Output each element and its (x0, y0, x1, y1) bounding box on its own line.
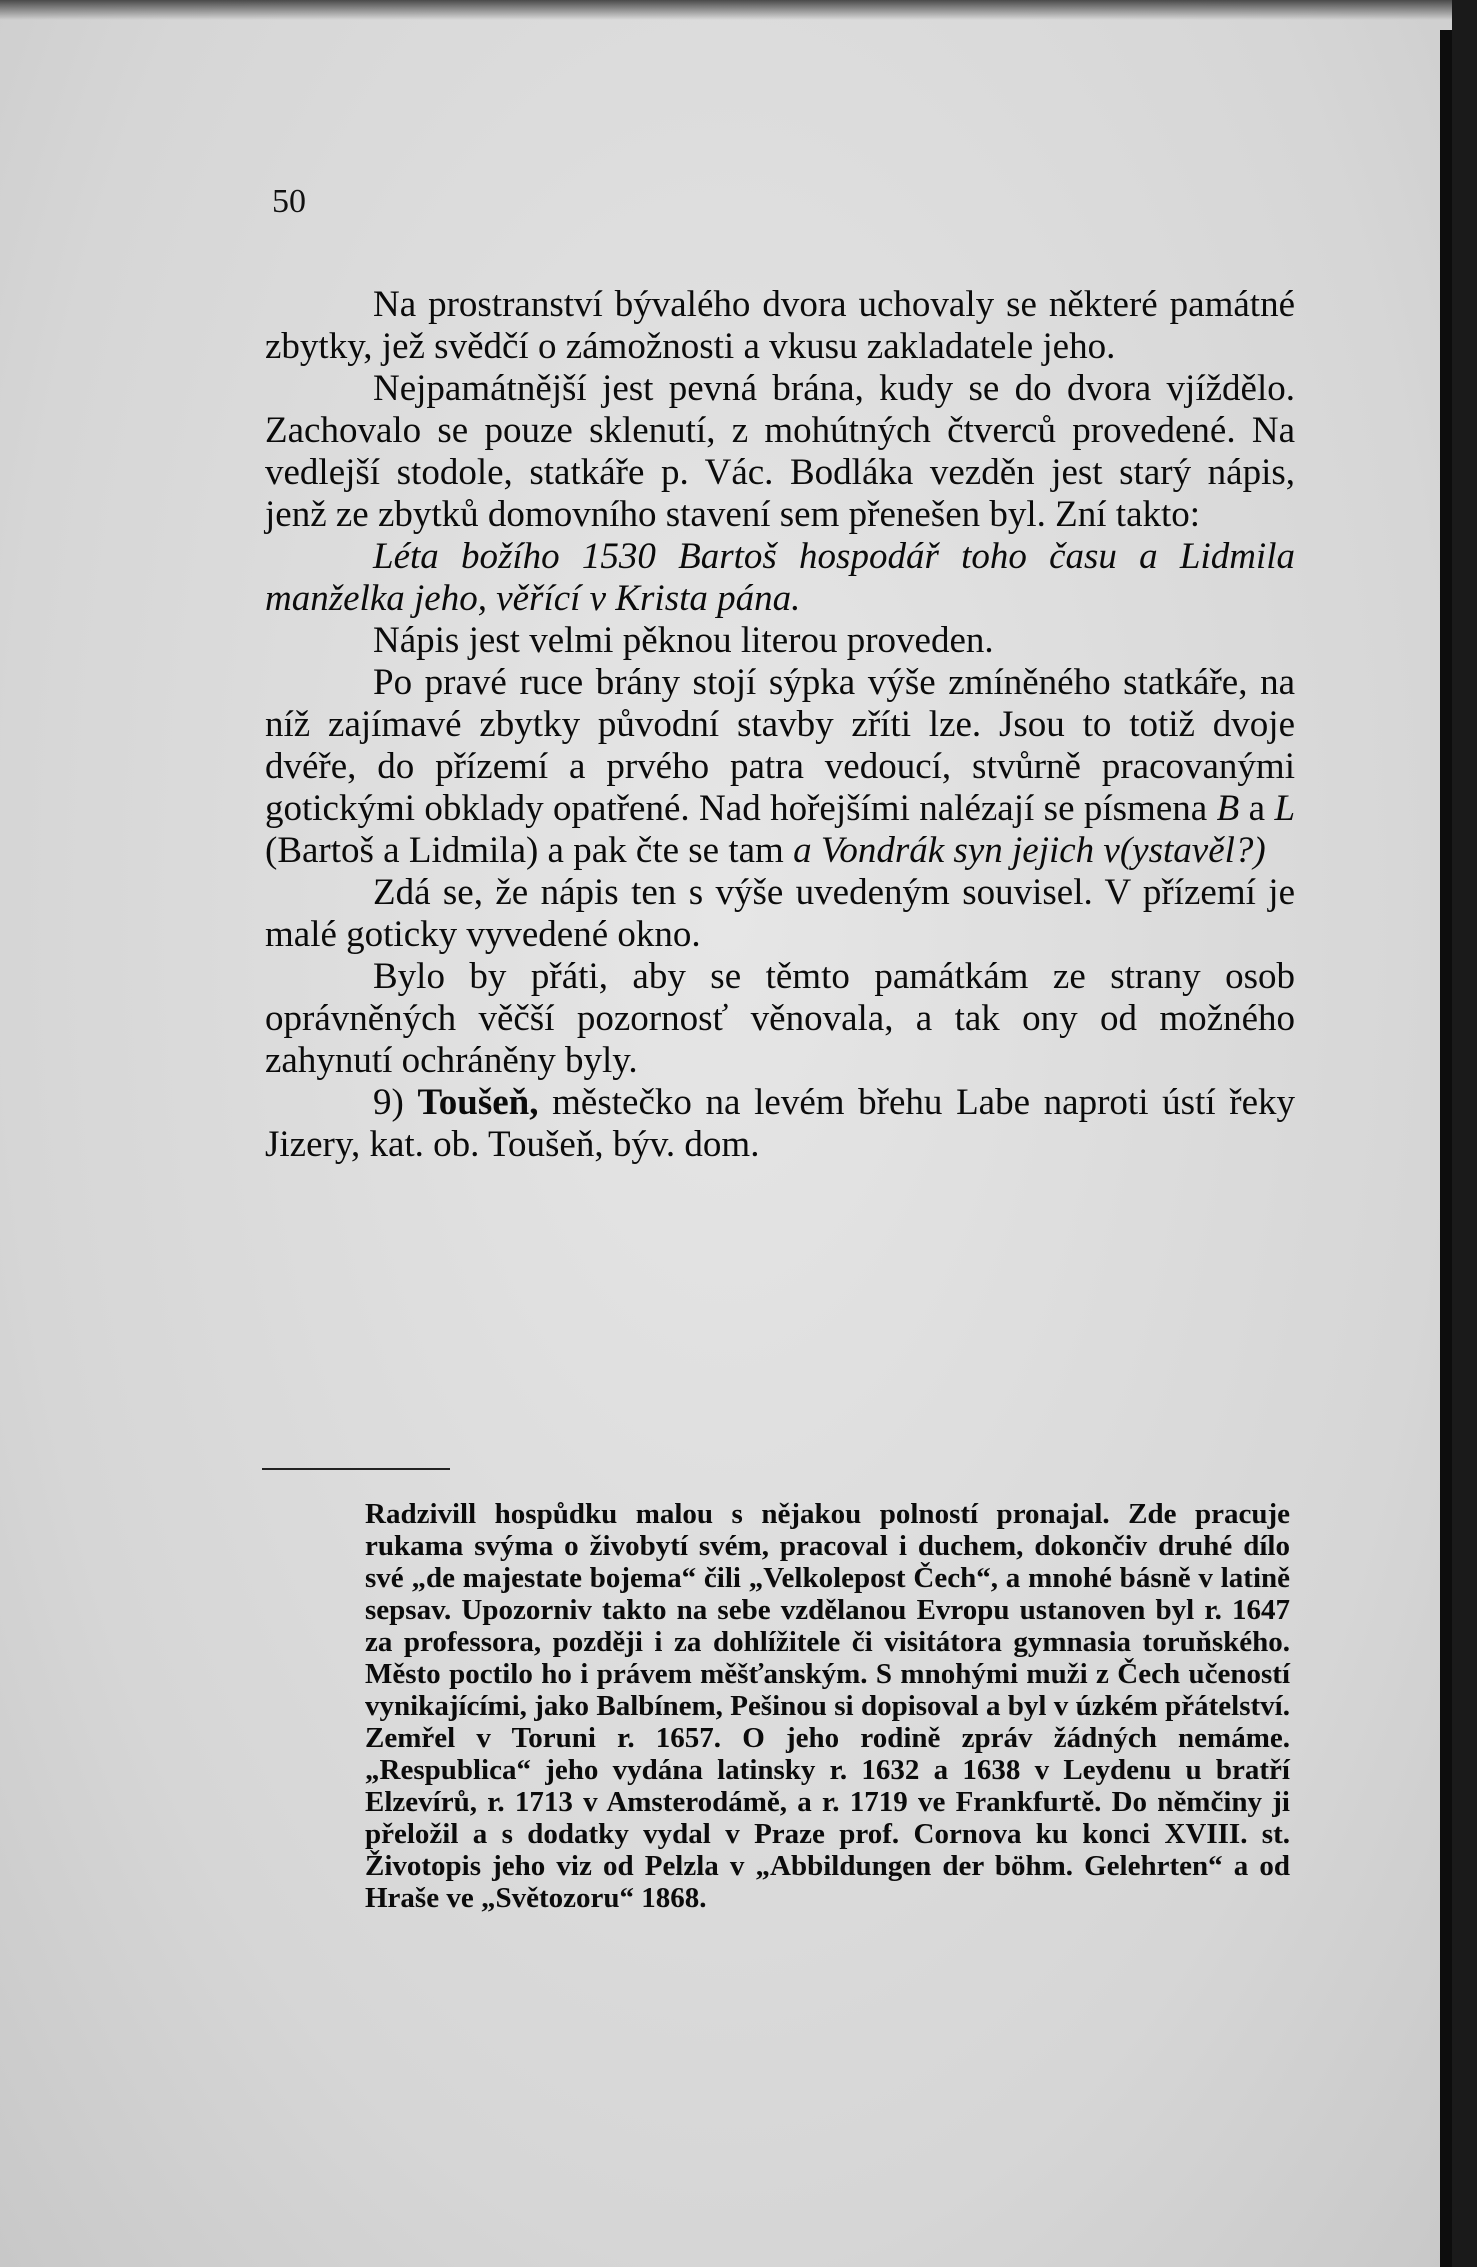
page-number: 50 (272, 183, 306, 220)
inscription-quote: Léta božího 1530 Bartoš hospodář toho času a Lidmila manželka jeho, věřící v Krista pána. (265, 536, 1295, 619)
paragraph-4 (265, 662, 1295, 872)
footnote (365, 1498, 1290, 1914)
conjunction-a: a (1248, 788, 1266, 829)
paragraph-6: Bylo by přáti, aby se těmto památkám ze strany osob oprávněných věčší pozornosť věnovala, a tak ony od možného zahynutí ochráněny byly. (265, 956, 1295, 1081)
paragraph-4-start: Po pravé ruce brány stojí sýpka výše zmíněného statkáře, na níž zajímavé zbytky původní stavby zříti lze. Jsou to totiž dvoje dvéře, do přízemí a prvého patra vedoucí, stvůrně pracovanými gotickými obklady opatřené. Nad hořejšími nalézají se písmena (265, 662, 1295, 829)
paragraph-4-italic: a Vondrák syn jejich v(ystavěl?) (793, 830, 1266, 871)
scan-top-shadow (0, 0, 1452, 20)
footnote-divider (262, 1468, 450, 1470)
entry-description: městečko na levém břehu Labe naproti ústí řeky Jizery, kat. ob. Toušeň, býv. dom. (265, 1082, 1295, 1165)
footnote-text: Radzivill hospůdku malou s nějakou polností pronajal. Zde pracuje rukama svýma o živobytí svém, pracoval i duchem, dokončiv druhé dílo své „de majestate bojema“ čili „Velkolepost Čech“, a mnohé básně v latině sepsav. Upozorniv takto na sebe vzdělanou Evropu ustanoven byl r. 1647 za professora, později i za dohlížitele či visitátora gymnasia toruňského. Město poctilo ho i právem měšťanským. S mnohými muži z Čech učeností vynikajícími, jako Balbínem, Pešinou si dopisoval a byl v úzkém přátelství. Zemřel v Toruni r. 1657. O jeho rodině zpráv žádných nemáme. „Respublica“ jeho vydána latinsky r. 1632 a 1638 v Leydenu u bratří Elzevírů, r. 1713 v Amsterodámě, a r. 1719 ve Frankfurtě. Do němčiny ji přeložil a s dodatky vydal v Praze prof. Cornova ku konci XVIII. st. Životopis jeho viz od Pelzla v „Abbildungen der böhm. Gelehrten“ a od Hraše ve „Světozoru“ 1868. (365, 1498, 1290, 1914)
paragraph-2: Nejpamátnější jest pevná brána, kudy se do dvora vjíždělo. Zachovalo se pouze sklenutí, z mohútných čtverců provedené. Na vedlejší stodole, statkáře p. Vác. Bodláka vezděn jest starý nápis, jenž ze zbytků domovního stavení sem přenešen byl. Zní takto: (265, 368, 1295, 535)
entry-title: Toušeň, (417, 1082, 539, 1123)
letter-l: L (1274, 788, 1296, 829)
scan-right-edge (1440, 30, 1452, 2267)
paragraph-5: Zdá se, že nápis ten s výše uvedeným souvisel. V přízemí je malé goticky vyvedené okno. (265, 872, 1295, 955)
entry-touseň (265, 1082, 1295, 1166)
paragraph-4-mid: (Bartoš a Lidmila) a pak čte se tam (265, 830, 784, 871)
paragraph-1: Na prostranství bývalého dvora uchovaly se některé památné zbytky, jež svědčí o zámožnosti a vkusu zakladatele jeho. (265, 284, 1295, 367)
letter-b: B (1216, 788, 1240, 829)
paragraph-3: Nápis jest velmi pěknou literou proveden. (373, 620, 994, 661)
entry-number: 9) (373, 1082, 404, 1123)
main-text (265, 284, 1295, 1166)
